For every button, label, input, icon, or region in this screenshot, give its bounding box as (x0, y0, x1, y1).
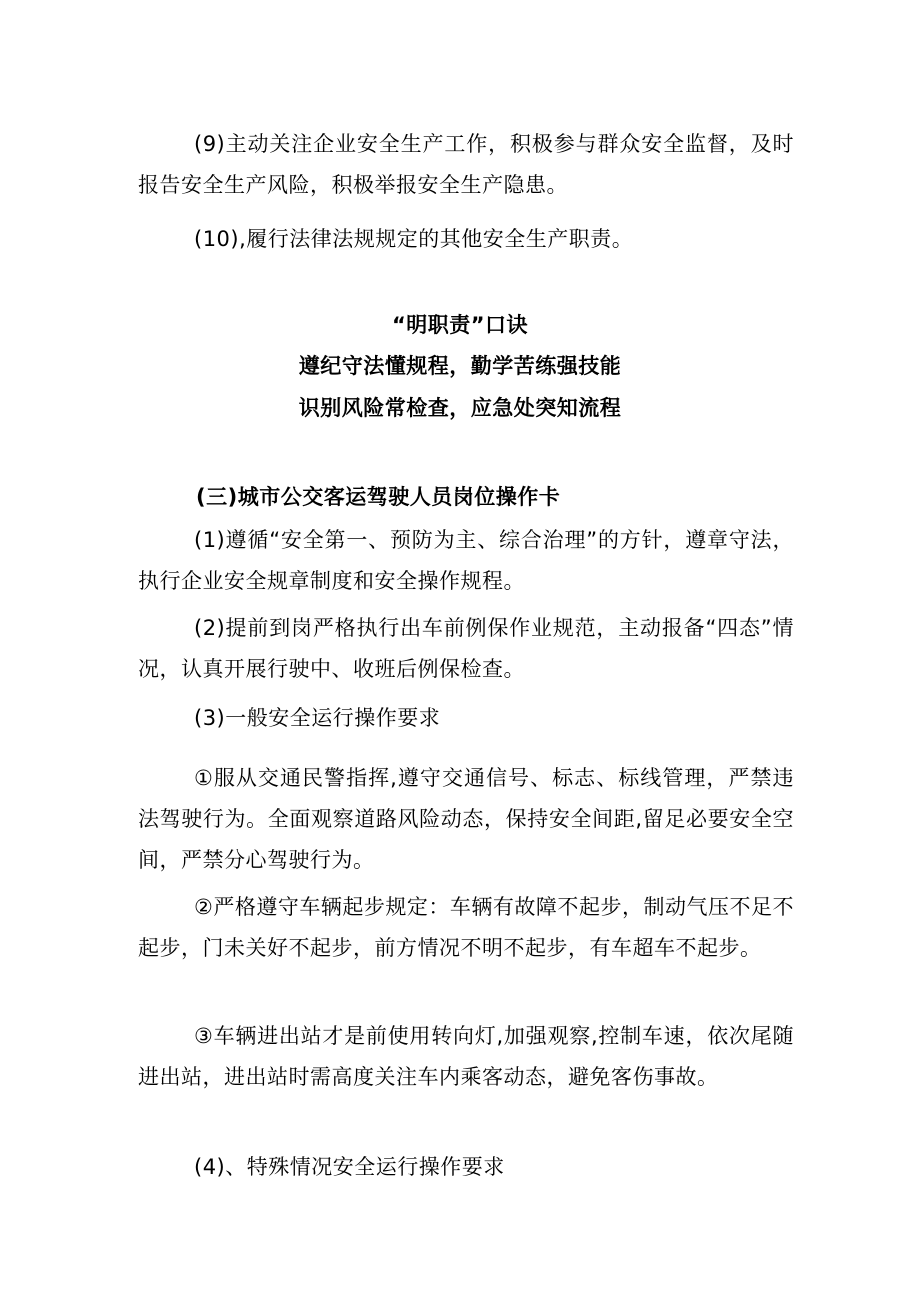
operation-subitem-3: ③车辆进出站才是前使用转向灯,加强观察,控制车速，依次尾随进出站，进出站时需高度关注车内乘客动态，避免客伤事故。 (138, 1024, 794, 1089)
operation-subitem-1: ①服从交通民警指挥,遵守交通信号、标志、标线管理，严禁违法驾驶行为。全面观察道路风险动态，保持安全间距,留足必要安全空间，严禁分心驾驶行为。 (138, 766, 794, 872)
verse-title: “明职责”口诀 (391, 313, 529, 337)
operation-item-2: (2)提前到岗严格执行出车前例保作业规范，主动报备“四态”情况，认真开展行驶中、收班后例保检查。 (138, 616, 794, 681)
paragraph-item-10: (10),履行法律法规规定的其他安全生产职责。 (194, 227, 634, 251)
section-heading: (三)城市公交客运驾驶人员岗位操作卡 (196, 485, 561, 509)
paragraph-item-9: (9)主动关注企业安全生产工作，积极参与群众安全监督，及时报告安全生产风险，积极举报安全生产隐患。 (138, 132, 794, 197)
operation-item-1: (1)遵循“安全第一、预防为主、综合治理”的方针，遵章守法，执行企业安全规章制度和安全操作规程。 (138, 528, 794, 593)
verse-line-1: 遵纪守法懂规程，勤学苦练强技能 (298, 354, 622, 378)
operation-item-3: (3)一般安全运行操作要求 (194, 706, 441, 730)
operation-item-4: (4)、特殊情况安全运行操作要求 (194, 1155, 505, 1179)
verse-line-2: 识别风险常检查，应急处突知流程 (298, 396, 622, 420)
operation-subitem-2: ②严格遵守车辆起步规定：车辆有故障不起步，制动气压不足不起步，门未关好不起步，前方情况不明不起步，有车超车不起步。 (138, 895, 794, 960)
